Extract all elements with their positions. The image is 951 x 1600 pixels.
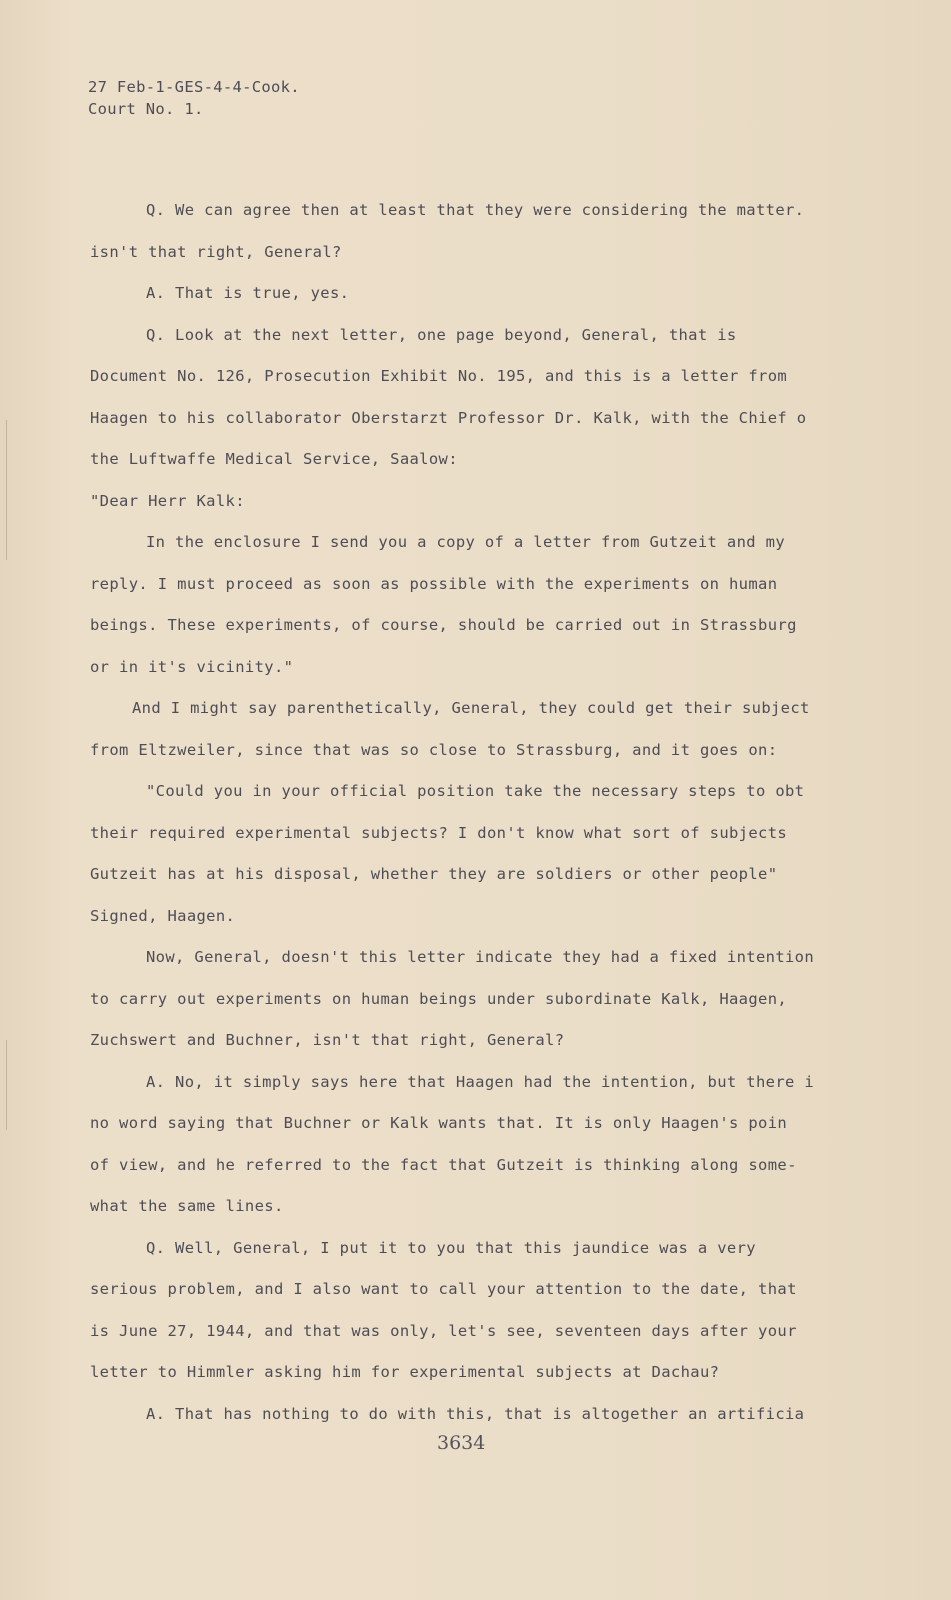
transcript-line: Signed, Haagen. — [90, 906, 236, 925]
transcript-line: isn't that right, General? — [90, 242, 342, 261]
transcript-body — [90, 190, 850, 1435]
margin-mark — [6, 420, 7, 560]
transcript-line: "Could you in your official position take the necessary steps to obt — [146, 782, 805, 800]
transcript-line: no word saying that Buchner or Kalk wants that. It is only Haagen's poin — [90, 1114, 788, 1132]
page-header — [88, 76, 300, 120]
page-number: 3634 — [437, 1432, 486, 1454]
transcript-line: of view, and he referred to the fact that Gutzeit is thinking along some- — [90, 1155, 797, 1174]
transcript-line: Zuchswert and Buchner, isn't that right, General? — [90, 1031, 565, 1049]
transcript-line: A. No, it simply says here that Haagen had the intention, but there i — [146, 1072, 815, 1091]
transcript-line: letter to Himmler asking him for experimental subjects at Dachau? — [90, 1363, 720, 1381]
transcript-line: their required experimental subjects? I don't know what sort of subjects — [90, 823, 788, 842]
transcript-line: Q. Well, General, I put it to you that this jaundice was a very — [146, 1238, 756, 1257]
transcript-line: In the enclosure I send you a copy of a letter from Gutzeit and my — [146, 533, 785, 551]
transcript-line: Document No. 126, Prosecution Exhibit No. 195, and this is a letter from — [90, 367, 788, 385]
transcript-line: Q. Look at the next letter, one page beyond, General, that is — [146, 325, 737, 344]
transcript-line: Q. We can agree then at least that they were considering the matter. — [146, 201, 805, 219]
margin-mark — [6, 1040, 7, 1130]
transcript-line: Haagen to his collaborator Oberstarzt Professor Dr. Kalk, with the Chief o — [90, 408, 807, 427]
transcript-line: beings. These experiments, of course, should be carried out in Strassburg — [90, 616, 797, 634]
header-line-1: 27 Feb-1-GES-4-4-Cook. — [88, 78, 300, 96]
transcript-line: serious problem, and I also want to call your attention to the date, that — [90, 1280, 797, 1298]
transcript-line: Gutzeit has at his disposal, whether they are soldiers or other people" — [90, 865, 778, 883]
transcript-line: A. That is true, yes. — [146, 284, 350, 302]
transcript-line: is June 27, 1944, and that was only, let's see, seventeen days after your — [90, 1321, 797, 1340]
transcript-line: or in it's vicinity." — [90, 657, 294, 676]
transcript-line: the Luftwaffe Medical Service, Saalow: — [90, 450, 458, 468]
transcript-line: what the same lines. — [90, 1197, 284, 1215]
transcript-line: to carry out experiments on human beings under subordinate Kalk, Haagen, — [90, 989, 788, 1008]
transcript-line: A. That has nothing to do with this, that is altogether an artificia — [146, 1404, 805, 1423]
transcript-line: reply. I must proceed as soon as possible with the experiments on human — [90, 574, 778, 593]
transcript-line: Now, General, doesn't this letter indicate they had a fixed intention — [146, 948, 815, 966]
transcript-line: And I might say parenthetically, General, they could get their subject — [132, 699, 810, 717]
transcript-line: from Eltzweiler, since that was so close to Strassburg, and it goes on: — [90, 740, 778, 759]
header-line-2: Court No. 1. — [88, 100, 204, 118]
transcript-line: "Dear Herr Kalk: — [90, 491, 245, 510]
